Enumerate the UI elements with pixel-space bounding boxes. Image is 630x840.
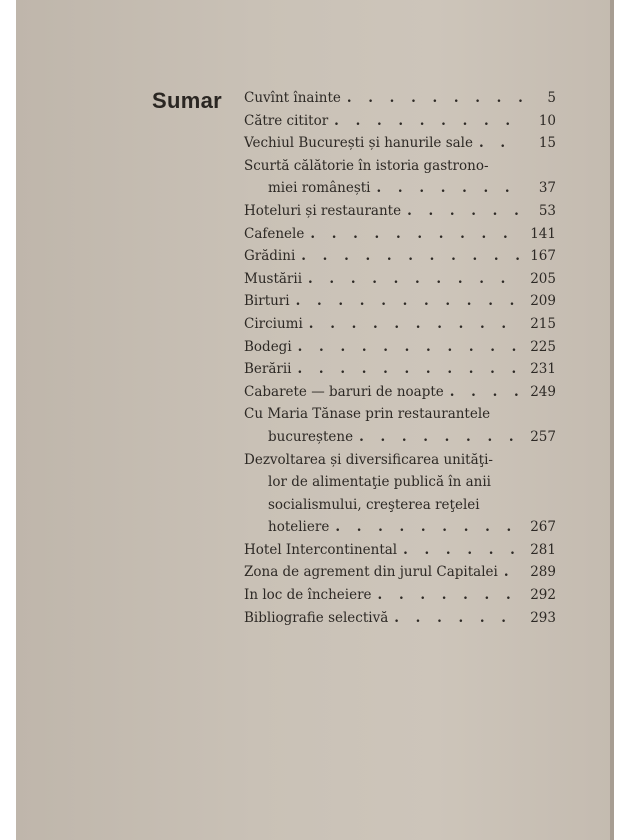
toc-entry <box>244 268 556 291</box>
toc-entry-title: Hoteluri și restaurante <box>244 202 402 219</box>
toc-page-number: 267 <box>530 519 556 536</box>
toc-entry-title: Vechiul București și hanurile sale <box>244 135 473 152</box>
toc-line <box>244 607 556 630</box>
toc-line <box>244 132 556 155</box>
toc-entry <box>244 539 556 562</box>
toc-line <box>244 245 556 268</box>
toc-entry-title: Birturi <box>244 293 290 310</box>
dot-leader <box>304 223 522 246</box>
toc-entry-title: Cuvînt înainte <box>244 90 341 106</box>
dot-leader <box>401 200 522 223</box>
toc-entry-title: Cabarete — baruri de noapte <box>244 383 444 400</box>
toc-page-number: 292 <box>530 587 556 604</box>
toc-entry-title: Bibliografie selectivă <box>244 609 389 626</box>
toc-entry <box>244 223 556 246</box>
toc-entry-title: Cu Maria Tănase prin restaurantele <box>244 406 491 423</box>
dot-leader <box>302 268 522 291</box>
toc-page-number: 10 <box>538 112 556 129</box>
toc-entry <box>244 381 556 404</box>
toc-line <box>244 516 556 539</box>
toc-entry-title: lor de alimentaţie publică în anii <box>268 474 491 491</box>
toc-entry-title: bucureștene <box>268 428 354 445</box>
toc-page-number: 231 <box>530 361 556 378</box>
toc-entry <box>244 313 556 336</box>
toc-line <box>244 561 556 584</box>
toc-entry-title: Zona de agrement din jurul Capitalei <box>244 564 498 581</box>
toc-page-number: 281 <box>530 541 556 558</box>
toc-page-number: 205 <box>530 270 556 287</box>
toc-entry-title: miei românești <box>268 180 371 197</box>
toc-entry <box>244 584 556 607</box>
dot-leader <box>329 516 522 539</box>
toc-entry <box>244 155 556 200</box>
toc-page-number: 167 <box>530 248 556 265</box>
toc-entry <box>244 358 556 381</box>
toc-entry-title: Scurtă călătorie în istoria gastrono- <box>244 157 489 174</box>
toc-entry <box>244 110 556 133</box>
toc-line <box>244 426 556 449</box>
toc-line <box>244 87 556 110</box>
toc-line <box>244 200 556 223</box>
dot-leader <box>388 607 522 630</box>
dot-leader <box>372 584 522 607</box>
toc-page-number: 209 <box>530 293 556 310</box>
toc-page-number: 53 <box>538 202 556 219</box>
toc-page-number: 5 <box>547 90 556 106</box>
dot-leader <box>353 426 522 449</box>
toc-line <box>244 403 556 426</box>
toc-page-number: 225 <box>530 338 556 355</box>
dot-leader <box>303 313 522 336</box>
toc-line <box>244 539 556 562</box>
dot-leader <box>444 381 522 404</box>
toc-line <box>244 449 556 472</box>
toc-line <box>244 584 556 607</box>
toc-entry <box>244 607 556 630</box>
dot-leader <box>290 290 522 313</box>
toc-page-number: 249 <box>530 383 556 400</box>
toc-line <box>244 268 556 291</box>
dot-leader <box>473 132 522 155</box>
toc-entry-title: socialismului, creşterea reţelei <box>268 496 480 513</box>
toc-entry-title: Bodegi <box>244 338 292 355</box>
toc-line <box>244 177 556 200</box>
toc-entry-title: Mustării <box>244 270 303 287</box>
toc-entry-title: hoteliere <box>268 519 330 536</box>
toc-page-number: 15 <box>538 135 556 152</box>
dot-leader <box>341 87 522 110</box>
dot-leader <box>371 177 522 200</box>
toc-line <box>244 336 556 359</box>
toc-line <box>244 290 556 313</box>
dot-leader <box>498 561 522 584</box>
toc-page-number: 289 <box>530 564 556 581</box>
toc-entry-title: Către cititor <box>244 112 329 129</box>
toc-entry-title: Cafenele <box>244 225 305 242</box>
toc-entry-title: Dezvoltarea și diversificarea unităţi- <box>244 451 493 468</box>
toc-entry <box>244 290 556 313</box>
dot-leader <box>292 336 522 359</box>
toc-entry <box>244 336 556 359</box>
toc-page-number: 293 <box>530 609 556 626</box>
toc-entry <box>244 403 556 448</box>
toc-page-number: 37 <box>538 180 556 197</box>
toc-line <box>244 494 556 517</box>
toc-line <box>244 471 556 494</box>
toc-line <box>244 358 556 381</box>
toc-line <box>244 313 556 336</box>
table-of-contents <box>244 87 556 629</box>
toc-entry-title: In loc de încheiere <box>244 587 372 604</box>
toc-entry <box>244 200 556 223</box>
toc-page-number: 215 <box>530 315 556 332</box>
dot-leader <box>328 110 522 133</box>
dot-leader <box>397 539 522 562</box>
toc-line <box>244 110 556 133</box>
toc-entry <box>244 87 556 110</box>
toc-entry-title: Circiumi <box>244 315 303 332</box>
toc-entry-title: Berării <box>244 361 292 378</box>
toc-line <box>244 381 556 404</box>
dot-leader <box>292 358 522 381</box>
toc-line <box>244 223 556 246</box>
page-edge <box>610 0 614 840</box>
toc-entry <box>244 561 556 584</box>
toc-entry-title: Hotel Intercontinental <box>244 541 398 558</box>
toc-entry <box>244 245 556 268</box>
toc-line <box>244 155 556 178</box>
toc-page-number: 257 <box>530 428 556 445</box>
toc-entry <box>244 132 556 155</box>
toc-page-number: 141 <box>530 225 556 242</box>
toc-entry-title: Grădini <box>244 248 296 265</box>
dot-leader <box>295 245 522 268</box>
toc-heading: Sumar <box>152 88 222 113</box>
toc-entry <box>244 449 556 539</box>
